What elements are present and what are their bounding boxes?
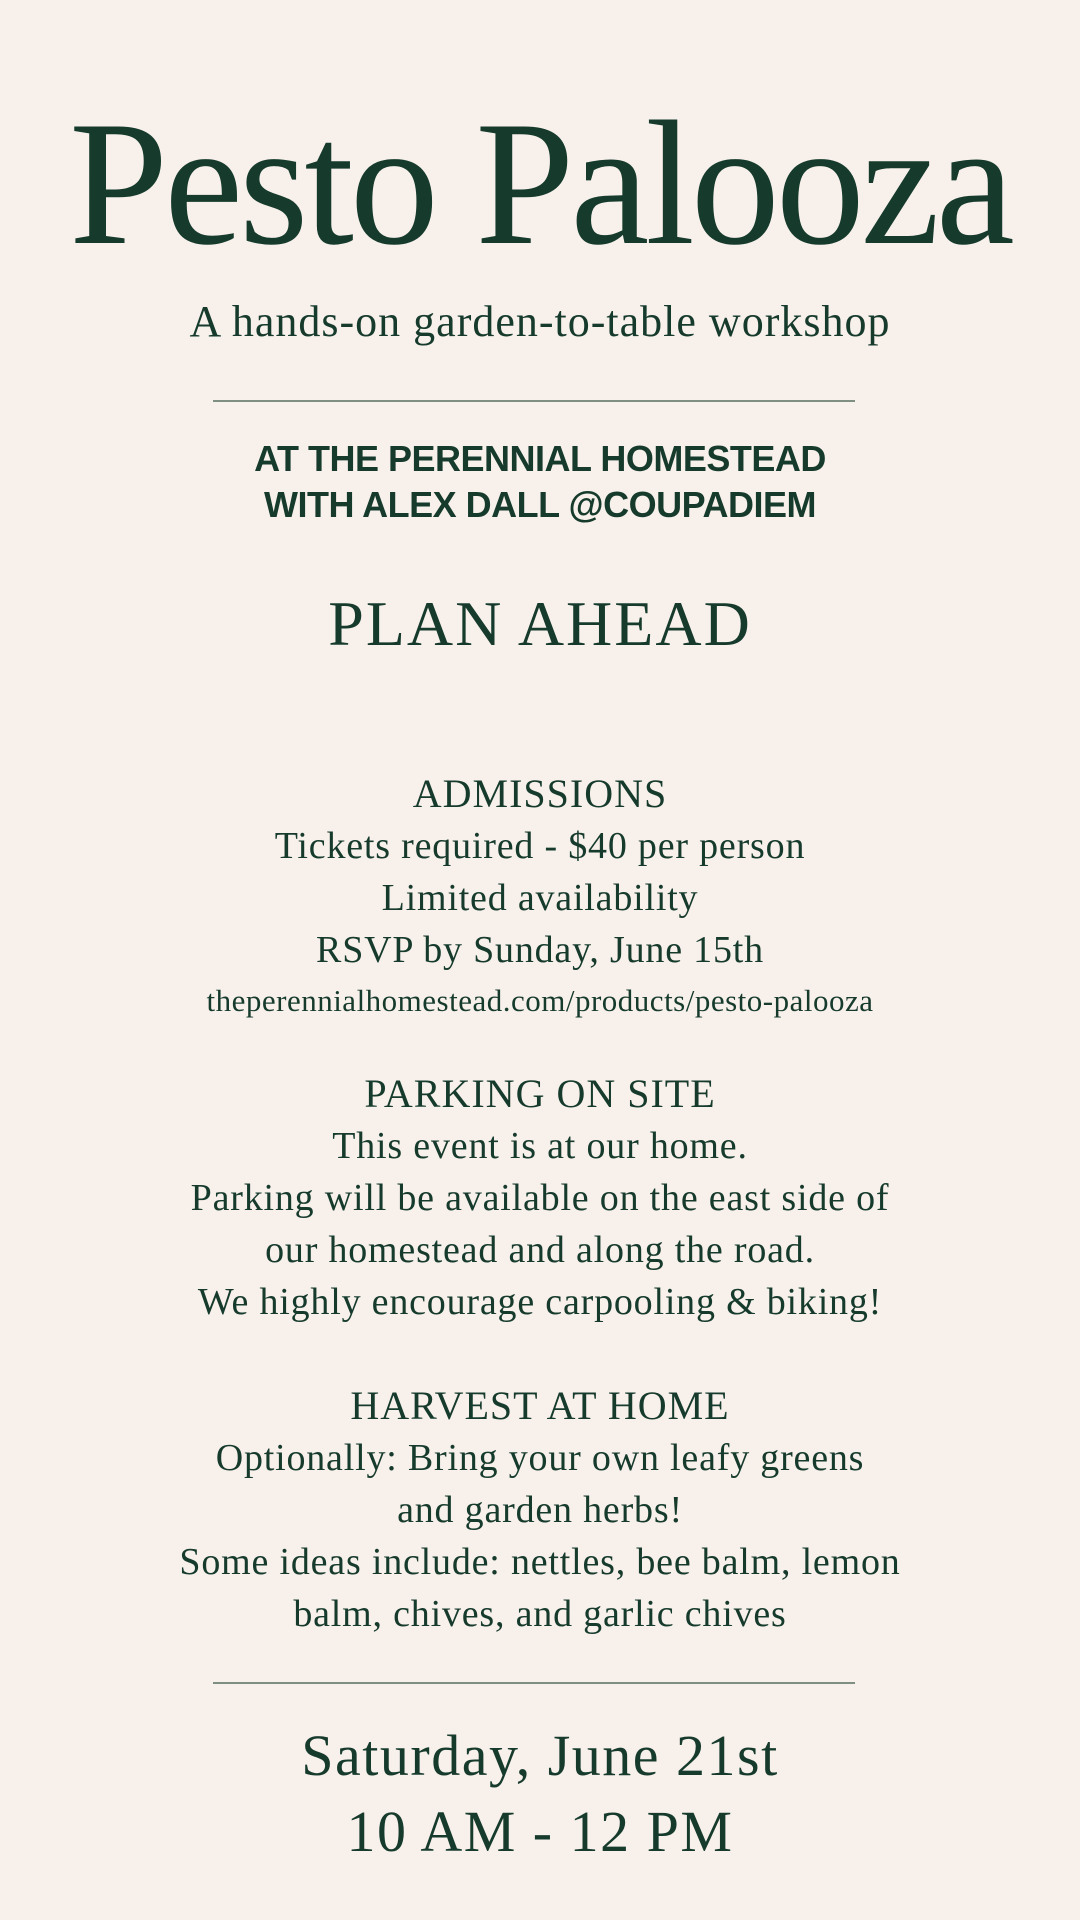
harvest-line: balm, chives, and garlic chives xyxy=(293,1593,787,1635)
divider-top xyxy=(213,400,855,402)
harvest-heading: HARVEST AT HOME xyxy=(350,1383,730,1428)
parking-section xyxy=(0,1068,1080,1328)
admissions-price: Tickets required - $40 per person xyxy=(274,825,806,867)
plan-ahead-heading: PLAN AHEAD xyxy=(328,588,752,659)
host-info xyxy=(0,436,1080,528)
admissions-url[interactable]: theperennialhomestead.com/products/pesto-palooza xyxy=(206,983,874,1018)
event-subtitle: A hands-on garden-to-table workshop xyxy=(189,297,891,346)
admissions-rsvp: RSVP by Sunday, June 15th xyxy=(316,929,764,971)
parking-line: We highly encourage carpooling & biking! xyxy=(197,1281,883,1323)
admissions-section xyxy=(0,768,1080,1026)
event-time: 10 AM - 12 PM xyxy=(346,1799,734,1864)
harvest-line: Some ideas include: nettles, bee balm, lemon xyxy=(179,1541,901,1583)
parking-line: This event is at our home. xyxy=(332,1125,748,1167)
event-title: Pesto Palooza xyxy=(69,84,1011,282)
host-location: AT THE PERENNIAL HOMESTEAD xyxy=(254,438,826,479)
parking-heading: PARKING ON SITE xyxy=(364,1071,716,1116)
host-presenter: WITH ALEX DALL @COUPADIEM xyxy=(264,484,816,525)
parking-line: Parking will be available on the east side of xyxy=(190,1177,890,1219)
harvest-line: Optionally: Bring your own leafy greens xyxy=(215,1437,865,1479)
admissions-availability: Limited availability xyxy=(381,877,699,919)
harvest-line: and garden herbs! xyxy=(397,1489,683,1531)
event-datetime xyxy=(0,1718,1080,1870)
admissions-heading: ADMISSIONS xyxy=(412,771,668,816)
event-date: Saturday, June 21st xyxy=(301,1723,779,1788)
harvest-section xyxy=(0,1380,1080,1640)
divider-bottom xyxy=(213,1682,855,1684)
parking-line: our homestead and along the road. xyxy=(265,1229,815,1271)
